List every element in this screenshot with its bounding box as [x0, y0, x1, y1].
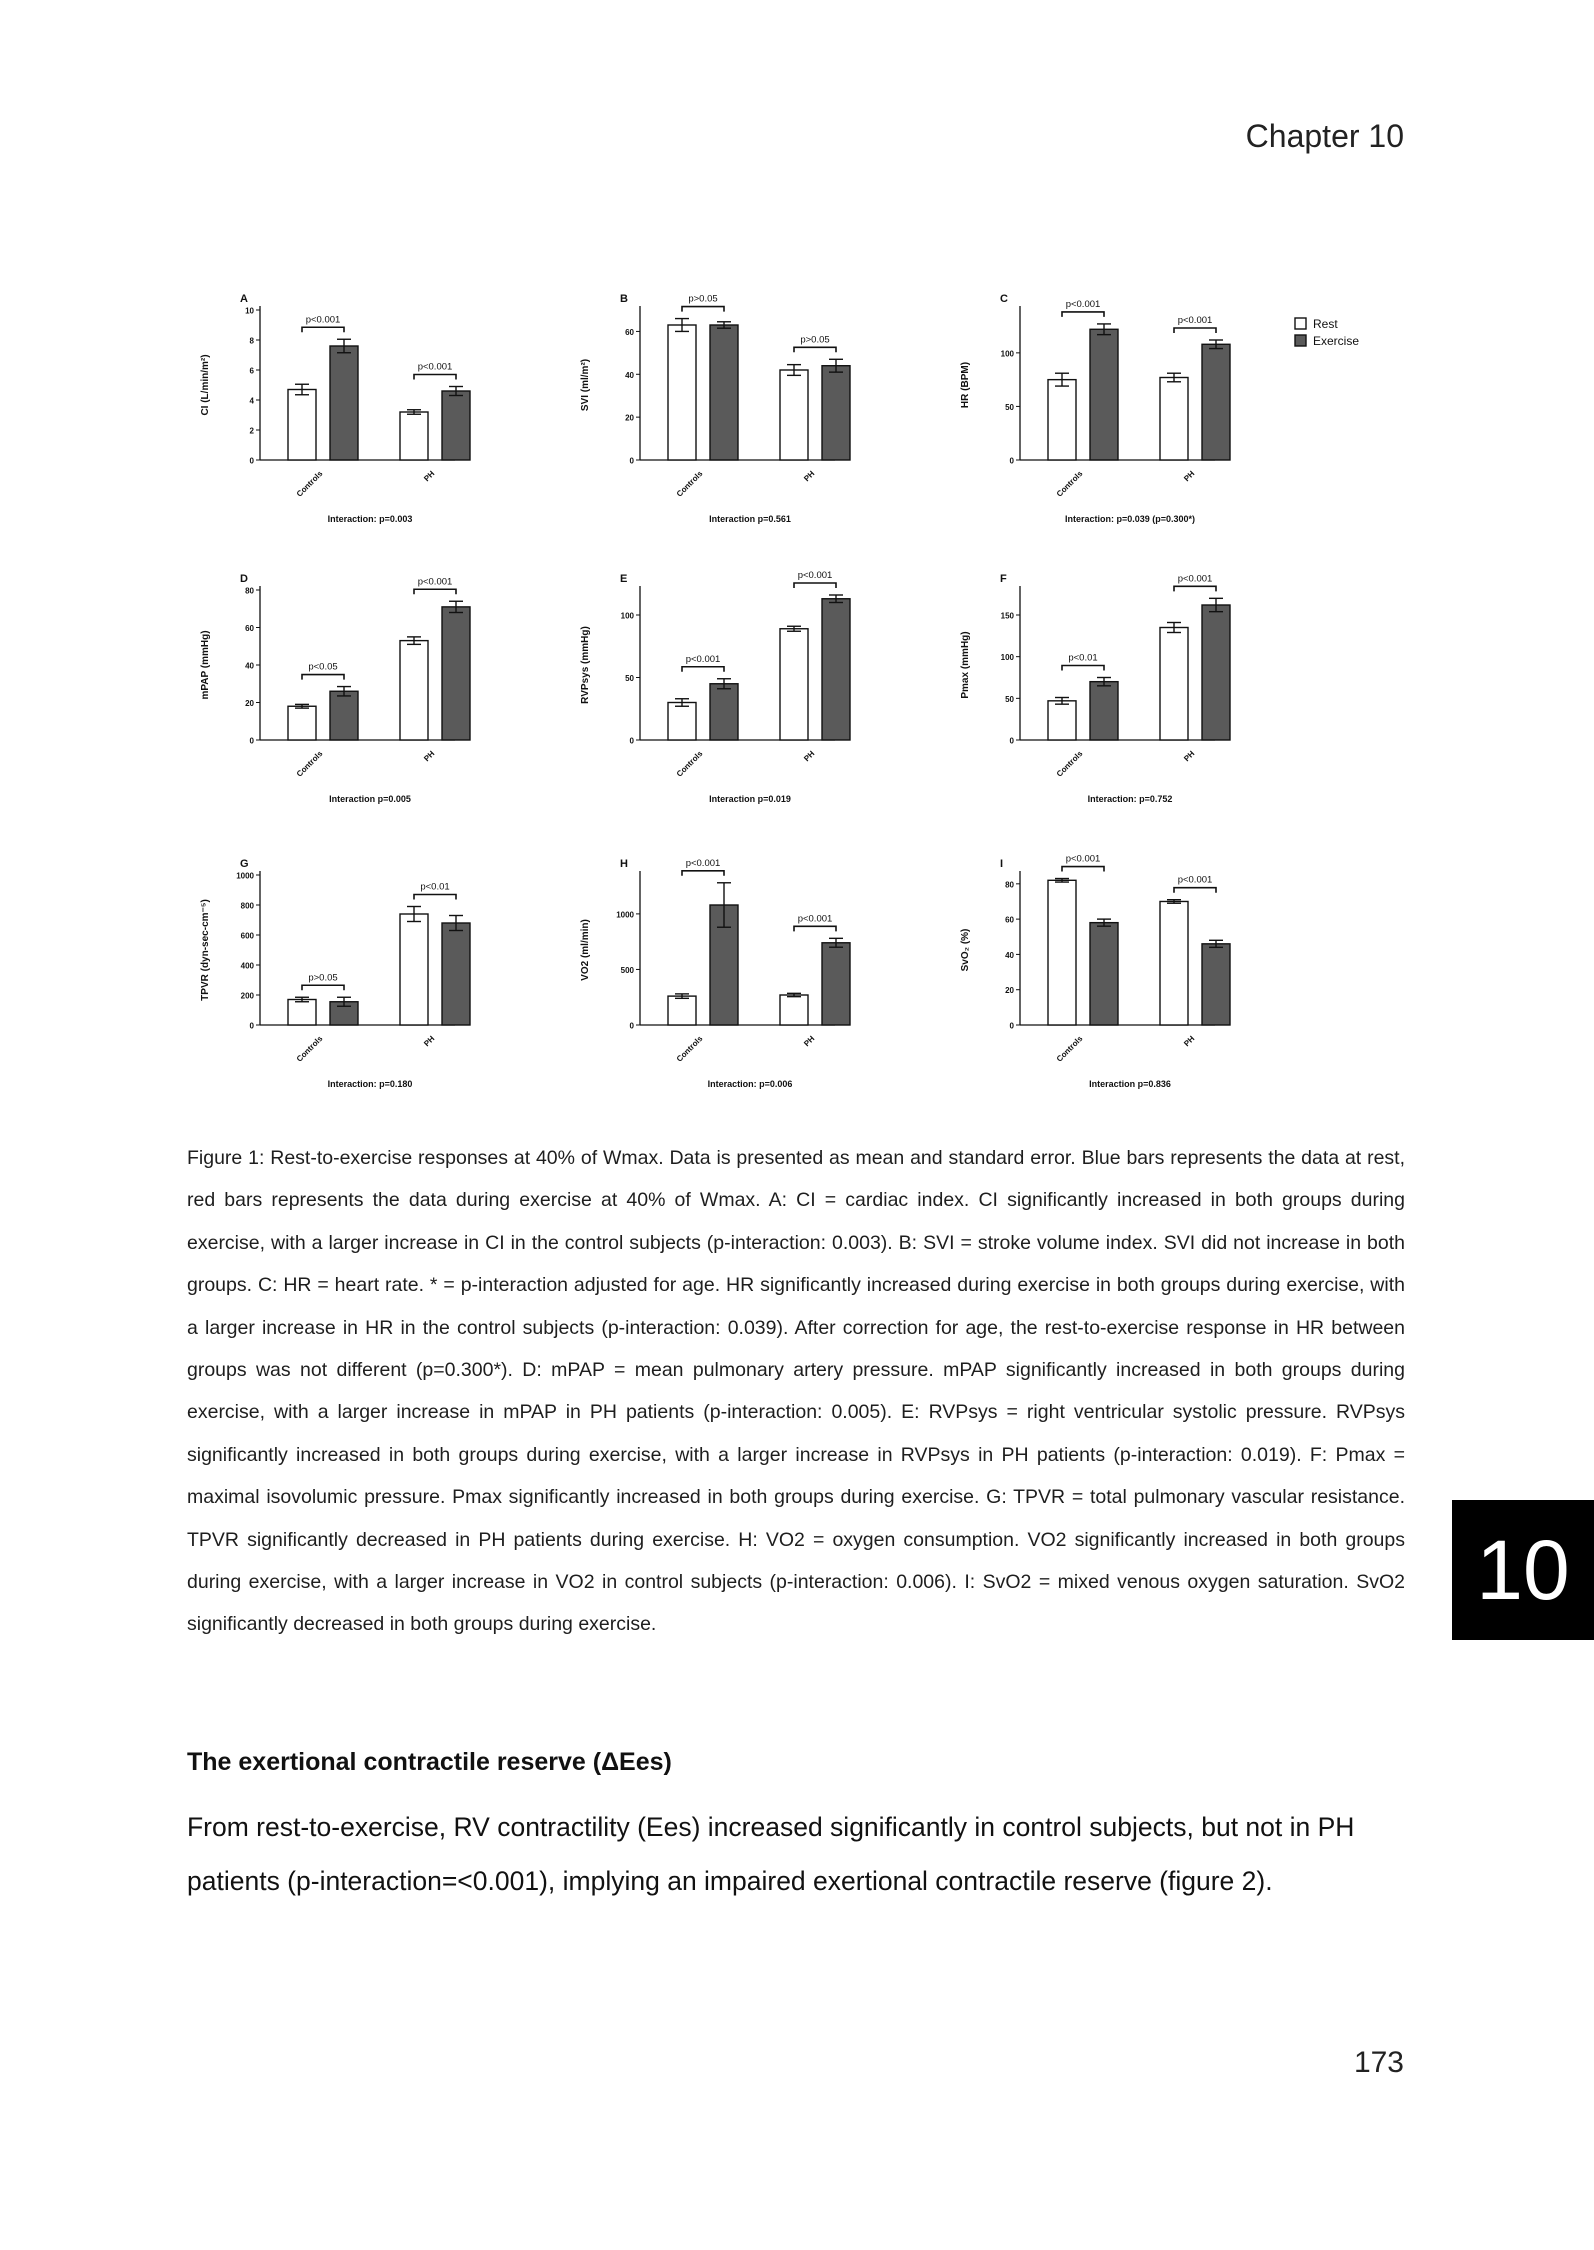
panel-f-bar-controls-rest: [1048, 701, 1076, 740]
panel-c-category-label: PH: [1182, 469, 1197, 484]
panel-f-interaction: Interaction: p=0.752: [1087, 794, 1173, 804]
panel-h-bar-controls-rest: [668, 996, 696, 1025]
panel-a-ylabel: CI (L/min/m²): [200, 354, 211, 416]
panel-f-bar-ph-exercise: [1202, 605, 1230, 740]
panel-e-ylabel: RVPsys (mmHg): [580, 626, 591, 704]
panel-h-p-value: p<0.001: [685, 857, 721, 869]
legend-rest-swatch: [1295, 318, 1306, 329]
panel-b-p-value: p>0.05: [800, 334, 830, 346]
panel-e-category-label: PH: [802, 749, 817, 764]
panel-e-bar-controls-rest: [668, 703, 696, 741]
panel-i-significance-bracket: [1062, 867, 1104, 872]
panel-e-significance-bracket: [794, 583, 836, 588]
panel-h-letter: H: [620, 858, 628, 870]
panel-b-ytick-label: 0: [629, 456, 634, 466]
panel-f-p-value: p<0.01: [1068, 652, 1098, 664]
panel-a-category-label: PH: [422, 469, 437, 484]
panel-b-ytick-label: 40: [625, 370, 634, 380]
panel-a-significance-bracket: [414, 375, 456, 380]
panel-i-bar-controls-rest: [1048, 880, 1076, 1025]
panel-i-category-label: PH: [1182, 1034, 1197, 1049]
panel-a-ytick-label: 6: [249, 366, 254, 376]
body-paragraph: From rest-to-exercise, RV contractility (Ees) increased significantly in control subjects, but not in PH patients (p-interaction=<0.001), implying an impaired exertional contractile reserve (figure 2).: [187, 1812, 1355, 1896]
legend-rest-label: Rest: [1313, 317, 1338, 331]
panel-b-ytick-label: 60: [625, 327, 634, 337]
panel-d-p-value: p<0.001: [417, 576, 453, 588]
panel-a-ytick-label: 0: [249, 456, 254, 466]
panel-c-category-label: Controls: [1054, 469, 1085, 499]
panel-e-bar-controls-exercise: [710, 684, 738, 740]
panel-i-ytick-label: 20: [1005, 986, 1014, 996]
panel-b-significance-bracket: [682, 307, 724, 312]
panel-d-ytick-label: 80: [245, 586, 254, 596]
panel-f-ytick-label: 100: [1000, 653, 1014, 663]
panel-h-significance-bracket: [794, 926, 836, 931]
panel-g-category-label: Controls: [294, 1034, 325, 1064]
panel-g-significance-bracket: [302, 985, 344, 990]
panel-e-bar-ph-exercise: [822, 599, 850, 740]
section-heading: The exertional contractile reserve (ΔEes): [187, 1748, 672, 1776]
panel-c-bar-controls-rest: [1048, 380, 1076, 460]
panel-a-bar-controls-exercise: [330, 346, 358, 460]
panel-i-interaction: Interaction p=0.836: [1089, 1079, 1171, 1089]
panel-b-category-label: Controls: [674, 469, 705, 499]
panel-d-bar-controls-rest: [288, 706, 316, 740]
panel-b-bar-controls-exercise: [710, 325, 738, 460]
panel-c-bar-controls-exercise: [1090, 329, 1118, 460]
panel-c-significance-bracket: [1062, 312, 1104, 317]
panel-i-ytick-label: 60: [1005, 915, 1014, 925]
panel-c-bar-ph-exercise: [1202, 344, 1230, 460]
panel-a-category-label: Controls: [294, 469, 325, 499]
panel-i-bar-controls-exercise: [1090, 923, 1118, 1025]
panel-e-p-value: p<0.001: [685, 653, 721, 665]
panel-d-category-label: PH: [422, 749, 437, 764]
panel-g-p-value: p<0.01: [420, 881, 450, 893]
panel-g-ylabel: TPVR (dyn-sec-cm⁻⁵): [200, 899, 211, 1001]
panel-a-bar-controls-rest: [288, 390, 316, 461]
panel-b-p-value: p>0.05: [688, 293, 718, 305]
panel-h-ytick-label: 0: [629, 1021, 634, 1031]
panel-g-bar-ph-exercise: [442, 923, 470, 1025]
panel-h-significance-bracket: [682, 871, 724, 876]
panel-d-bar-controls-exercise: [330, 691, 358, 740]
panel-a-p-value: p<0.001: [305, 314, 341, 326]
panel-f-ytick-label: 50: [1005, 694, 1014, 704]
panel-c-ylabel: HR (BPM): [960, 361, 971, 409]
panel-f-significance-bracket: [1174, 586, 1216, 591]
panel-e-significance-bracket: [682, 667, 724, 672]
panel-h-category-label: PH: [802, 1034, 817, 1049]
panel-b-bar-controls-rest: [668, 325, 696, 460]
panel-a-bar-ph-rest: [400, 412, 428, 460]
panel-g-ytick-label: 800: [240, 901, 254, 911]
panel-e-letter: E: [620, 573, 628, 585]
panel-a-ytick-label: 2: [249, 426, 254, 436]
panel-g-ytick-label: 600: [240, 931, 254, 941]
panel-a-interaction: Interaction: p=0.003: [327, 514, 413, 524]
panel-a-ytick-label: 8: [249, 336, 254, 346]
panel-d-bar-ph-exercise: [442, 607, 470, 740]
panel-c-bar-ph-rest: [1160, 378, 1188, 461]
panel-h-ytick-label: 1000: [616, 910, 634, 920]
panel-c-p-value: p<0.001: [1177, 315, 1213, 326]
panel-b-ylabel: SVI (ml/m²): [580, 358, 591, 412]
panel-g-category-label: PH: [422, 1034, 437, 1049]
panel-a-ytick-label: 4: [249, 396, 254, 406]
panel-h-bar-ph-rest: [780, 995, 808, 1025]
panel-f-ytick-label: 0: [1009, 736, 1014, 746]
panel-h-p-value: p<0.001: [797, 913, 833, 925]
panel-f-significance-bracket: [1062, 666, 1104, 671]
page-number: 173: [1353, 2046, 1404, 2079]
panel-f-p-value: p<0.001: [1177, 573, 1213, 585]
panel-a-letter: A: [240, 293, 248, 305]
panel-d-ylabel: mPAP (mmHg): [200, 630, 211, 700]
panel-i-ylabel: SvO₂ (%): [960, 928, 971, 972]
panel-a-significance-bracket: [302, 327, 344, 332]
panel-d-letter: D: [240, 573, 248, 585]
panel-d-category-label: Controls: [294, 749, 325, 779]
panel-g-letter: G: [240, 858, 249, 870]
panel-h-category-label: Controls: [674, 1034, 705, 1064]
panel-i-ytick-label: 40: [1005, 950, 1014, 960]
panel-f-letter: F: [1000, 573, 1007, 585]
panel-d-significance-bracket: [414, 589, 456, 594]
chapter-thumb-tab: 10: [1452, 1500, 1594, 1640]
panel-b-category-label: PH: [802, 469, 817, 484]
panel-h-ylabel: VO2 (ml/min): [580, 919, 591, 981]
figure-caption: Figure 1: Rest-to-exercise responses at 40% of Wmax. Data is presented as mean and standard error. Blue bars represents the data at rest, red bars represents the data during exercise at 40% of Wmax. A: CI = cardiac index. CI significantly increased in both groups during exercise, with a larger increase in CI in the control subjects (p-interaction: 0.003). B: SVI = stroke volume index. SVI did not increase in both groups. C: HR = heart rate. * = p-interaction adjusted for age. HR significantly increased during exercise in both groups during exercise, with a larger increase in HR in the control subjects (p-interaction: 0.039). After correction for age, the rest-to-exercise response in HR between groups was not different (p=0.300*). D: mPAP = mean pulmonary artery pressure. mPAP significantly increased in both groups during exercise, with a larger increase in mPAP in PH patients (p-interaction: 0.005). E: RVPsys = right ventricular systolic pressure. RVPsys significantly increased in both groups during exercise, with a larger increase in RVPsys in PH patients (p-interaction: 0.019). F: Pmax = maximal isovolumic pressure. Pmax significantly increased in both groups during exercise. G: TPVR = total pulmonary vascular resistance. TPVR significantly decreased in PH patients during exercise. H: VO2 = oxygen consumption. VO2 significantly increased in both groups during exercise, with a larger increase in VO2 in control subjects (p-interaction: 0.006). I: SvO2 = mixed venous oxygen saturation. SvO2 significantly decreased in both groups during exercise.: [187, 1147, 1405, 1636]
panel-b-letter: B: [620, 293, 628, 305]
panel-d-significance-bracket: [302, 675, 344, 680]
panel-i-ytick-label: 80: [1005, 880, 1014, 890]
panel-g-significance-bracket: [414, 895, 456, 900]
panel-g-ytick-label: 0: [249, 1021, 254, 1031]
panel-i-significance-bracket: [1174, 888, 1216, 893]
panel-b-bar-ph-exercise: [822, 366, 850, 460]
panel-c-ytick-label: 100: [1000, 349, 1014, 359]
panel-d-ytick-label: 20: [245, 699, 254, 708]
panel-f-bar-controls-exercise: [1090, 682, 1118, 740]
panel-e-bar-ph-rest: [780, 629, 808, 740]
panel-g-ytick-label: 1000: [236, 871, 254, 881]
panel-i-bar-ph-exercise: [1202, 944, 1230, 1025]
panel-a-p-value: p<0.001: [417, 361, 453, 373]
panel-b-significance-bracket: [794, 347, 836, 352]
panel-b-ytick-label: 20: [625, 413, 634, 423]
panel-e-category-label: Controls: [674, 749, 705, 779]
panel-i-category-label: Controls: [1054, 1034, 1085, 1064]
panel-e-ytick-label: 0: [629, 736, 634, 746]
panel-i-p-value: p<0.001: [1177, 874, 1213, 886]
panel-d-ytick-label: 60: [245, 624, 254, 633]
panel-c-p-value: p<0.001: [1065, 298, 1101, 310]
panel-f-category-label: PH: [1182, 749, 1197, 764]
panel-d-p-value: p<0.05: [308, 661, 338, 673]
panel-g-p-value: p>0.05: [308, 972, 338, 984]
panel-a-bar-ph-exercise: [442, 391, 470, 460]
panel-e-ytick-label: 50: [625, 674, 634, 683]
legend-exercise-swatch: [1295, 335, 1306, 346]
panel-i-ytick-label: 0: [1009, 1021, 1014, 1031]
panel-c-significance-bracket: [1174, 328, 1216, 333]
panel-f-ylabel: Pmax (mmHg): [960, 631, 971, 699]
panel-g-ytick-label: 400: [240, 961, 254, 971]
panel-e-p-value: p<0.001: [797, 570, 833, 581]
panel-g-ytick-label: 200: [240, 991, 254, 1001]
panel-a-ytick-label: 10: [245, 306, 254, 316]
legend-exercise-label: Exercise: [1313, 334, 1360, 348]
panel-d-bar-ph-rest: [400, 641, 428, 740]
panel-d-interaction: Interaction p=0.005: [329, 794, 411, 804]
panel-b-bar-ph-rest: [780, 370, 808, 460]
panel-f-ytick-label: 150: [1000, 611, 1014, 621]
panel-d-ytick-label: 40: [245, 661, 254, 671]
panel-h-interaction: Interaction: p=0.006: [707, 1079, 793, 1089]
panel-h-ytick-label: 500: [620, 965, 634, 975]
panel-i-letter: I: [1000, 858, 1004, 870]
panel-b-interaction: Interaction p=0.561: [709, 514, 791, 524]
panel-c-ytick-label: 50: [1005, 402, 1014, 412]
panel-c-interaction: Interaction: p=0.039 (p=0.300*): [1064, 514, 1196, 524]
panel-e-interaction: Interaction p=0.019: [709, 794, 791, 804]
panel-g-interaction: Interaction: p=0.180: [327, 1079, 413, 1089]
panel-g-bar-ph-rest: [400, 914, 428, 1025]
panel-d-ytick-label: 0: [249, 736, 254, 746]
panel-f-bar-ph-rest: [1160, 628, 1188, 741]
panel-i-bar-ph-rest: [1160, 901, 1188, 1025]
panel-h-bar-ph-exercise: [822, 943, 850, 1025]
panel-c-letter: C: [1000, 293, 1008, 305]
panel-f-category-label: Controls: [1054, 749, 1085, 779]
panel-i-p-value: p<0.001: [1065, 853, 1101, 865]
panel-e-ytick-label: 100: [620, 611, 634, 621]
panel-g-bar-controls-rest: [288, 1000, 316, 1026]
figure-1-bar-charts: [190, 270, 1420, 1110]
chapter-header: Chapter 10: [1245, 118, 1404, 154]
panel-c-ytick-label: 0: [1009, 456, 1014, 466]
